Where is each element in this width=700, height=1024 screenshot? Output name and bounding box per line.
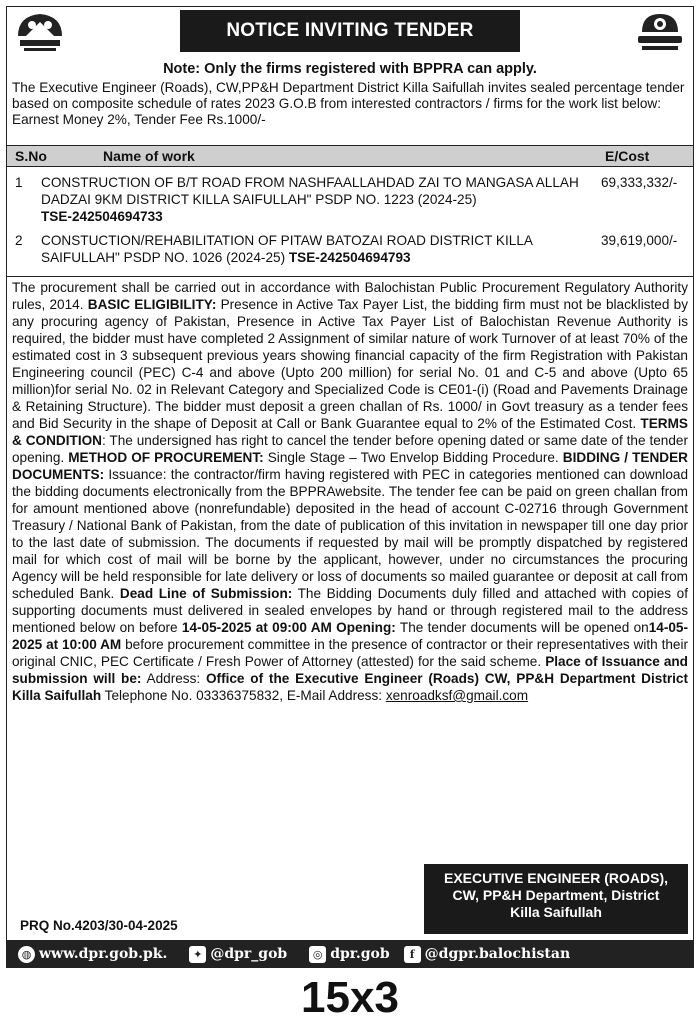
row-cost: 69,333,332/- xyxy=(601,175,678,190)
body-text: Telephone No. 03336375832, E-Mail Address: xyxy=(101,688,386,703)
footer-twitter[interactable] xyxy=(189,946,287,963)
globe-icon: ◍ xyxy=(18,946,35,963)
body-text: before procurement committee in the presence of contractor or their representatives with their original CNIC, PEC Certificate / Fresh Power of Attorney (attested) for the said scheme. xyxy=(12,637,689,669)
body-text: Presence in Active Tax Payer List, the bidding firm must not be blacklisted by any procuring agency of Pakistan, Presence in Active Tax Payer List of Balochistan Revenue Authority is required, the bidder must have completed 2 Assignment of similar nature of work Turnover of at least 70% of the estimated cost in 3 subsequent previous years showing financial capacity of the firm Registration with Pakistan Engineering council (PEC) C-4 and above (Upto 200 million) for serial No. 01 and C-5 and above (Upto 65 million)for serial No. 02 in Relevant Category and Specialized Code is CE01-(i) (Road and Pavements Drainage & Retaining Structure). The bidder must deposit a green challan of Rs. 1000/ in Govt treasury as a tender fees and Bid Security in the shape of Deposit at Call or Bank Guarantee equal to 2% of the Estimated Cost. xyxy=(12,297,689,431)
body-text: The procurement shall be carried out in accordance with Balochistan Public Procurement Regulatory Authority rules, 2014. xyxy=(12,280,688,312)
twitter-icon: ✦ xyxy=(189,946,206,963)
ad-size-code: 15x3 xyxy=(301,973,399,1022)
row-cost: 39,619,000/- xyxy=(601,233,678,248)
footer-instagram[interactable] xyxy=(309,946,389,963)
row-work xyxy=(41,232,581,266)
signature-block xyxy=(424,864,688,934)
heading-bidding-documents: BIDDING / TENDER DOCUMENTS: xyxy=(12,450,688,482)
body-text: Issuance: the contractor/firm having registered with PEC in categories mentioned can download the bidding documents electronically from the BPPRAwebsite. The tender fee can be paid on green challan from for amount mentioned above (nonrefundable) deposited in the head of account C-02716 through Government Treasury / National Bank of Pakistan, from the date of publication of this invitation in newspaper till one day prior to the last date of submission. The documents if requested by mail will be promptly dispatched by registered mail for which cost of mail will be borne by the applicant, however, under no circumstances the procuring Agency will be held responsible for late delivery or loss of documents so mailed guarantee or deposit at call from scheduled Bank. xyxy=(12,467,688,601)
submission-date: 14-05-2025 at 09:00 AM Opening: xyxy=(181,620,396,635)
row-tse: TSE-242504694793 xyxy=(288,250,411,265)
heading-basic-eligibility: BASIC ELIGIBILITY: xyxy=(87,297,217,312)
row-tse: TSE-242504694733 xyxy=(41,209,163,224)
facebook-handle: @dgpr.balochistan xyxy=(424,946,571,962)
heading-method: METHOD OF PROCUREMENT: xyxy=(68,450,264,465)
row-sno: 2 xyxy=(15,233,23,248)
footer-bar xyxy=(6,940,694,968)
heading-deadline: Dead Line of Submission: xyxy=(119,586,293,601)
heading-terms: TERMS & CONDITION xyxy=(12,416,688,448)
row-work xyxy=(41,174,581,225)
signature-line: CW, PP&H Department, District xyxy=(452,887,660,903)
signature-line: EXECUTIVE ENGINEER (ROADS), xyxy=(443,870,669,886)
website-text: www.dpr.gob.pk. xyxy=(39,946,168,962)
notice-title: NOTICE INVITING TENDER xyxy=(180,10,520,52)
body-text: Single Stage – Two Envelop Bidding Procedure. xyxy=(263,450,563,465)
works-table xyxy=(7,145,693,272)
tender-body xyxy=(12,279,688,704)
body-text: The Bidding Documents duly filled and attached with copies of supporting documents must delivered in sealed envelopes by hand or through registered mail to the address mentioned below on before xyxy=(12,586,688,635)
footer-facebook[interactable] xyxy=(404,946,570,963)
footer-website[interactable] xyxy=(18,946,167,963)
prq-number: PRQ No.4203/30-04-2025 xyxy=(20,918,178,933)
instagram-icon: ◎ xyxy=(309,946,326,963)
row-sno: 1 xyxy=(15,175,23,190)
opening-date: 14-05-2025 at 10:00 AM xyxy=(12,620,688,652)
department-emblem-icon xyxy=(632,8,688,56)
col-name-of-work: Name of work xyxy=(103,148,195,164)
instagram-handle: dpr.gob xyxy=(330,946,390,962)
row-work-text: CONSTRUCTION OF B/T ROAD FROM NASHFAALLAHDAD ZAI TO MANGASA ALLAH DADZAI 9KM DISTRICT KILLA SAIFULLAH" PSDP NO. 1223 (2024-25) xyxy=(41,175,579,207)
body-text: The tender documents will be opened on xyxy=(395,620,649,635)
col-ecost: E/Cost xyxy=(605,148,650,164)
row-work-text: CONSTUCTION/REHABILITATION OF PITAW BATOZAI ROAD DISTRICT KILLA SAIFULLAH" PSDP NO. 1026 (2024-25) xyxy=(41,233,533,265)
twitter-handle: @dpr_gob xyxy=(210,946,288,962)
table-row xyxy=(7,232,693,272)
body-text: Address: xyxy=(141,671,206,686)
email-link[interactable]: xenroadksf@gmail.com xyxy=(385,688,529,703)
office-address: Office of the Executive Engineer (Roads) CW, PP&H Department District Killa Saifullah xyxy=(12,671,689,703)
body-text: : The undersigned has right to cancel the tender before opening dated or same date of the tender opening. xyxy=(12,433,688,465)
table-header xyxy=(7,145,693,167)
balochistan-emblem-icon xyxy=(12,8,68,56)
table-bottom-rule xyxy=(7,276,693,277)
table-row xyxy=(7,174,693,232)
bppra-note: Note: Only the firms registered with BPPRA can apply. xyxy=(163,61,537,77)
col-sno: S.No xyxy=(15,148,47,164)
heading-place: Place of Issuance and submission will be: xyxy=(12,654,688,686)
facebook-icon: f xyxy=(404,946,421,963)
signature-line: Killa Saifullah xyxy=(510,904,602,920)
intro-paragraph: The Executive Engineer (Roads), CW,PP&H Department District Killa Saifullah invites sealed percentage tender based on composite schedule of rates 2023 G.O.B from interested contractors / firms for the work list below: Earnest Money 2%, Tender Fee Rs.1000/- xyxy=(12,80,685,127)
